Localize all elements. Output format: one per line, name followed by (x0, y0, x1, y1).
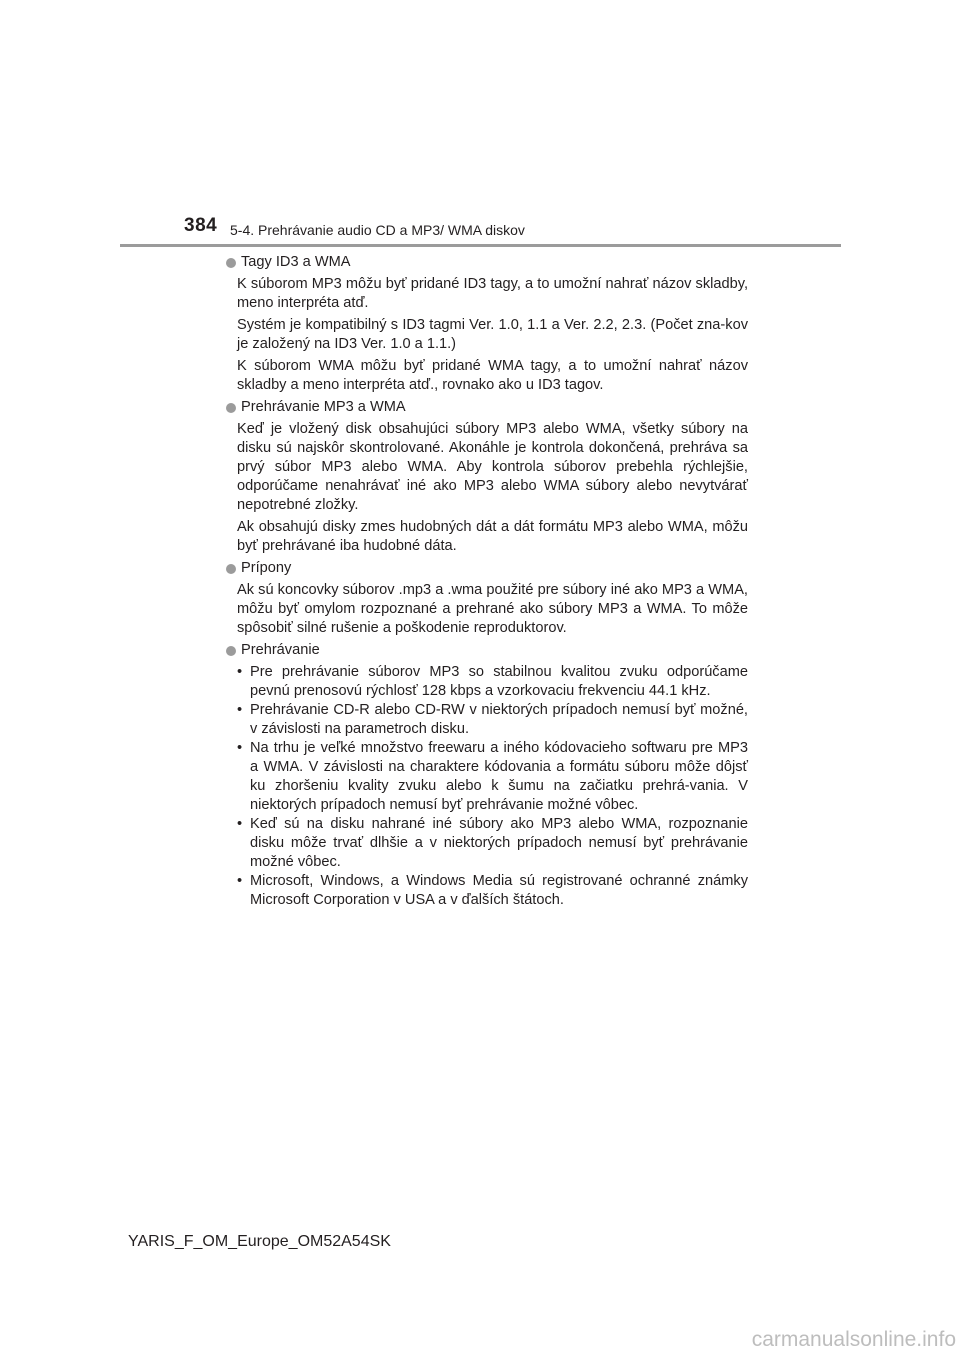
watermark: carmanualsonline.info (751, 1328, 956, 1351)
topic-heading: Prehrávanie (241, 642, 320, 658)
topic-body (224, 663, 748, 910)
topic-heading-row (224, 641, 748, 660)
topic-heading: Prípony (241, 560, 292, 576)
bullet-circle-icon (226, 403, 236, 413)
topic-body (224, 581, 748, 638)
topic-extensions (224, 559, 748, 638)
bullet-circle-icon (226, 564, 236, 574)
topic-heading-row (224, 398, 748, 417)
section-title: 5-4. Prehrávanie audio CD a MP3/ WMA diskov (230, 222, 525, 238)
paragraph: Ak sú koncovky súborov .mp3 a .wma použité pre súbory iné ako MP3 a WMA, môžu byť omylom rozpoznané a prehrané ako súbory MP3 a WMA. To môže spôsobiť silné rušenie a poškodenie reproduktorov. (237, 582, 748, 636)
paragraph: K súborom MP3 môžu byť pridané ID3 tagy, a to umožní nahrať názov skladby, meno interpréta atď. (237, 276, 748, 311)
list-item: • Prehrávanie CD-R alebo CD-RW v niektorých prípadoch nemusí byť možné, v závislosti na parametroch disku. (237, 701, 748, 739)
footer-doc-code: YARIS_F_OM_Europe_OM52A54SK (128, 1233, 391, 1250)
topic-mp3-wma-playback (224, 398, 748, 556)
list-item: • Microsoft, Windows, a Windows Media sú registrované ochranné známky Microsoft Corporation v USA a v ďalších štátoch. (237, 872, 748, 910)
page-number: 384 (184, 215, 218, 236)
paragraph: Systém je kompatibilný s ID3 tagmi Ver. 1.0, 1.1 a Ver. 2.2, 2.3. (Počet zna-kov je založený na ID3 Ver. 1.0 a 1.1.) (237, 317, 748, 352)
list-item: • Keď sú na disku nahrané iné súbory ako MP3 alebo WMA, rozpoznanie disku môže trvať dlhšie a v niektorých prípadoch nemusí byť prehrávanie možné vôbec. (237, 815, 748, 872)
topic-body (224, 275, 748, 395)
topic-body (224, 420, 748, 556)
bullet-circle-icon (226, 258, 236, 268)
bullet-list (237, 663, 748, 910)
list-item: • Pre prehrávanie súborov MP3 so stabilnou kvalitou zvuku odporúčame pevnú prenosovú rýchlosť 128 kbps a vzorkovaciu frekvenciu 44.1 kHz. (237, 663, 748, 701)
list-item: • Na trhu je veľké množstvo freewaru a iného kódovacieho softwaru pre MP3 a WMA. V závislosti na charaktere kódovania a formátu súboru môže dôjsť ku zhoršeniu kvality zvuku alebo k šumu na začiatku prehrá-vania. V niektorých prípadoch nemusí byť prehrávanie možné vôbec. (237, 739, 748, 815)
topic-id3-wma-tags (224, 253, 748, 395)
topic-heading: Tagy ID3 a WMA (241, 254, 351, 270)
paragraph: Keď je vložený disk obsahujúci súbory MP3 alebo WMA, všetky súbory na disku sú najskôr skontrolované. Akonáhle je kontrola dokončená, prehráva sa prvý súbor MP3 alebo WMA. Aby kontrola súborov prebehla rýchlejšie, odporúčame nenahrávať iné ako MP3 alebo WMA súbory alebo nevytvárať nepotrebné zložky. (237, 421, 748, 513)
topic-heading-row (224, 253, 748, 272)
header-divider (120, 244, 841, 247)
bullet-circle-icon (226, 646, 236, 656)
topic-playback (224, 641, 748, 910)
topic-heading-row (224, 559, 748, 578)
paragraph: K súborom WMA môžu byť pridané WMA tagy, a to umožní nahrať názov skladby a meno interpréta atď., rovnako ako u ID3 tagov. (237, 358, 748, 393)
paragraph: Ak obsahujú disky zmes hudobných dát a dát formátu MP3 alebo WMA, môžu byť prehrávané iba hudobné dáta. (237, 519, 748, 554)
main-content (224, 253, 748, 910)
topic-heading: Prehrávanie MP3 a WMA (241, 399, 406, 415)
